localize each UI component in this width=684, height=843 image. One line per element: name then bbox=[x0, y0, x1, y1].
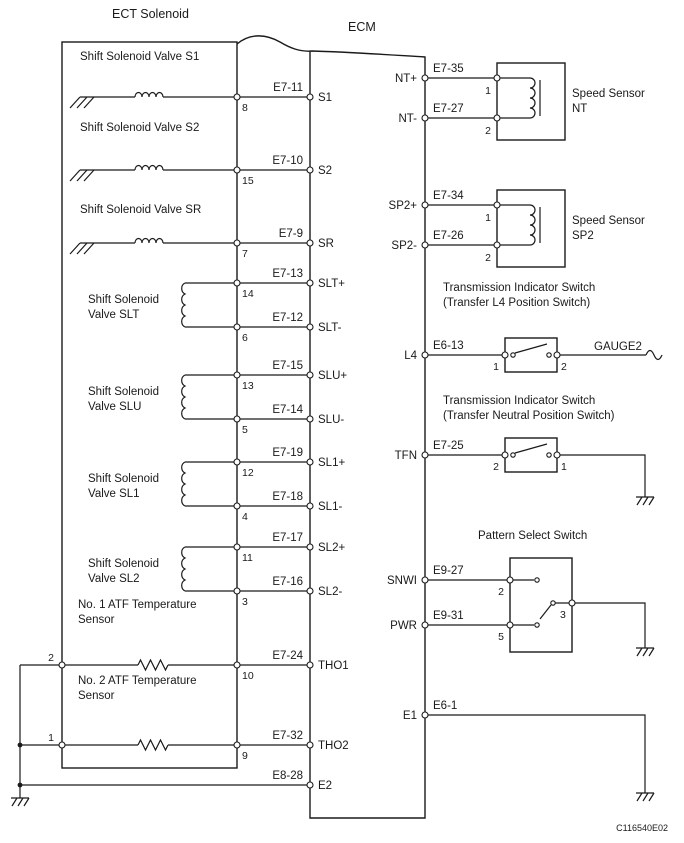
connector-pin bbox=[234, 416, 240, 422]
connector-pin bbox=[554, 452, 560, 458]
connector-pin bbox=[234, 372, 240, 378]
pin-number: 1 bbox=[493, 361, 499, 373]
ecm-terminal-pin bbox=[307, 167, 313, 173]
ecm-terminal-pin bbox=[307, 416, 313, 422]
wire-code: E7-18 bbox=[272, 491, 303, 503]
ecm-terminal-label: SR bbox=[318, 238, 334, 250]
pickup-coil-icon bbox=[530, 205, 540, 245]
ecm-terminal-pin bbox=[307, 240, 313, 246]
pin-number: 2 bbox=[561, 361, 567, 373]
ecm-terminal-pin bbox=[307, 662, 313, 668]
s2-circuit bbox=[70, 122, 332, 187]
connector-pin bbox=[234, 503, 240, 509]
ecm-terminal-label: SLU- bbox=[318, 414, 345, 426]
ecm-terminal-pin bbox=[422, 115, 428, 121]
pin-number: 7 bbox=[242, 248, 248, 260]
wire-code: E7-25 bbox=[433, 440, 464, 452]
component-label: Sensor bbox=[78, 690, 115, 702]
coil-icon bbox=[182, 547, 185, 591]
ecm-terminal-label: NT- bbox=[398, 113, 417, 125]
pin-number: 2 bbox=[498, 586, 504, 598]
wire-code: E8-28 bbox=[272, 770, 303, 782]
speed-sensor-sp2-box bbox=[497, 190, 565, 267]
switch-contact bbox=[547, 353, 551, 357]
component-label: Shift Solenoid bbox=[88, 473, 159, 485]
pin-number: 1 bbox=[48, 732, 54, 744]
ecm-terminal-label: SLU+ bbox=[318, 370, 348, 382]
wire-code: E7-35 bbox=[433, 63, 464, 75]
connector-pin bbox=[234, 459, 240, 465]
pin-number: 2 bbox=[48, 652, 54, 664]
connector-pin bbox=[507, 577, 513, 583]
coil-icon bbox=[135, 166, 163, 171]
sr-circuit bbox=[70, 204, 334, 260]
ecm-terminal-label: SL2- bbox=[318, 586, 343, 598]
connector-pin bbox=[59, 662, 65, 668]
pin-number: 5 bbox=[498, 631, 504, 643]
ground-icon bbox=[70, 97, 94, 108]
connector-pin bbox=[494, 242, 500, 248]
connector-pin bbox=[234, 662, 240, 668]
wire-code: E9-31 bbox=[433, 610, 464, 622]
resistor-icon bbox=[138, 660, 168, 670]
ecm-terminal-label: THO2 bbox=[318, 740, 349, 752]
component-label: NT bbox=[572, 103, 588, 115]
ecm-title: ECM bbox=[348, 20, 376, 34]
slt-circuit bbox=[88, 268, 345, 344]
connector-pin bbox=[502, 452, 508, 458]
component-label: (Transfer L4 Position Switch) bbox=[443, 297, 591, 309]
switch-contact bbox=[511, 353, 515, 357]
wire-code: E7-26 bbox=[433, 230, 464, 242]
sl1-circuit bbox=[88, 447, 345, 523]
resistor-icon bbox=[138, 740, 168, 750]
wire-code: E7-32 bbox=[272, 730, 303, 742]
ecm-terminal-label: S2 bbox=[318, 165, 333, 177]
ecm-terminal-label: THO1 bbox=[318, 660, 349, 672]
ecm-terminal-label: TFN bbox=[394, 450, 417, 462]
ecm-terminal-pin bbox=[422, 622, 428, 628]
connector-pin bbox=[234, 167, 240, 173]
ecm-terminal-label: S1 bbox=[318, 92, 333, 104]
pin-number: 14 bbox=[242, 288, 254, 300]
component-label: Transmission Indicator Switch bbox=[443, 282, 596, 294]
pin-number: 3 bbox=[560, 609, 566, 621]
coil-icon bbox=[135, 239, 163, 244]
ecm-terminal-pin bbox=[307, 372, 313, 378]
coil-icon bbox=[135, 93, 163, 98]
speed-sensor-nt bbox=[395, 63, 645, 140]
wire-code: E7-12 bbox=[272, 312, 303, 324]
pattern-switch-box bbox=[510, 558, 572, 652]
ecm-terminal-label: SP2+ bbox=[388, 200, 417, 212]
pin-number: 15 bbox=[242, 175, 254, 187]
wire-code: E6-13 bbox=[433, 340, 464, 352]
connector-pin bbox=[502, 352, 508, 358]
connector-pin bbox=[494, 75, 500, 81]
ground-icon bbox=[70, 170, 94, 181]
wire-code: E6-1 bbox=[433, 700, 458, 712]
wire-code: E7-16 bbox=[272, 576, 303, 588]
switch-blade bbox=[540, 605, 551, 619]
ecm-terminal-label: SL1- bbox=[318, 501, 343, 513]
component-label: Shift Solenoid Valve S2 bbox=[80, 122, 200, 134]
ecm-terminal-pin bbox=[422, 242, 428, 248]
component-label: Speed Sensor bbox=[572, 215, 645, 227]
ect-solenoid-title: ECT Solenoid bbox=[112, 7, 189, 21]
pin-number: 11 bbox=[242, 552, 253, 564]
connector-pin bbox=[234, 588, 240, 594]
ecm-box bbox=[237, 36, 425, 818]
ecm-terminal-pin bbox=[307, 588, 313, 594]
pickup-coil-icon bbox=[530, 78, 540, 118]
switch-contact bbox=[511, 453, 515, 457]
component-label: (Transfer Neutral Position Switch) bbox=[443, 410, 615, 422]
ground-icon bbox=[636, 497, 654, 505]
pin-number: 9 bbox=[242, 750, 248, 762]
connector-pin bbox=[59, 742, 65, 748]
ecm-terminal-label: NT+ bbox=[394, 73, 417, 85]
component-label: Valve SL1 bbox=[88, 488, 140, 500]
component-label: Valve SL2 bbox=[88, 573, 140, 585]
component-label: Sensor bbox=[78, 614, 115, 626]
connector-pin bbox=[554, 352, 560, 358]
wire-code: E7-24 bbox=[272, 650, 303, 662]
component-label: Pattern Select Switch bbox=[478, 530, 588, 542]
pin-number: 4 bbox=[242, 511, 248, 523]
switch-common-contact bbox=[551, 601, 555, 605]
pin-number: 1 bbox=[485, 85, 491, 97]
wire-code: E7-11 bbox=[273, 82, 303, 94]
wire bbox=[557, 455, 645, 497]
component-label: Transmission Indicator Switch bbox=[443, 395, 596, 407]
switch-contact bbox=[535, 578, 539, 582]
pin-number: 13 bbox=[242, 380, 254, 392]
ecm-terminal-label: SL2+ bbox=[318, 542, 346, 554]
connector-pin bbox=[234, 742, 240, 748]
ecm-terminal-label: E2 bbox=[318, 780, 333, 792]
switch-contact bbox=[535, 623, 539, 627]
wire-code: E7-10 bbox=[272, 155, 303, 167]
component-label: Shift Solenoid bbox=[88, 558, 159, 570]
ecm-terminal-pin bbox=[307, 280, 313, 286]
destination-label: GAUGE2 bbox=[594, 341, 642, 353]
circuit-continuation-icon bbox=[646, 351, 662, 360]
pin-number: 3 bbox=[242, 596, 248, 608]
pin-number: 2 bbox=[485, 125, 491, 137]
switch-blade bbox=[515, 444, 547, 453]
component-label: SP2 bbox=[572, 230, 594, 242]
pin-number: 6 bbox=[242, 332, 248, 344]
junction-dot bbox=[18, 743, 23, 748]
ground-icon bbox=[70, 243, 94, 254]
ecm-terminal-pin bbox=[422, 75, 428, 81]
ecm-terminal-label: PWR bbox=[390, 620, 417, 632]
l4-position-switch bbox=[404, 282, 662, 373]
ecm-terminal-label: SP2- bbox=[391, 240, 417, 252]
ecm-terminal-pin bbox=[422, 712, 428, 718]
atf2-circuit bbox=[20, 675, 349, 762]
pin-number: 12 bbox=[242, 467, 254, 479]
wire-code: E7-9 bbox=[278, 228, 303, 240]
ecm-terminal-pin bbox=[422, 452, 428, 458]
wire bbox=[555, 603, 645, 648]
ground-icon bbox=[636, 793, 654, 801]
ground-icon bbox=[636, 648, 654, 656]
speed-sensor-sp2 bbox=[389, 190, 646, 267]
connector-pin bbox=[234, 324, 240, 330]
pin-number: 2 bbox=[485, 252, 491, 264]
connector-pin bbox=[507, 622, 513, 628]
coil-icon bbox=[182, 375, 185, 419]
pattern-select-switch bbox=[387, 530, 654, 656]
ecm-terminal-label: SNWI bbox=[386, 575, 417, 587]
connector-pin bbox=[234, 94, 240, 100]
connector-pin bbox=[234, 280, 240, 286]
ecm-terminal-pin bbox=[307, 782, 313, 788]
component-label: Shift Solenoid bbox=[88, 386, 159, 398]
atf1-circuit bbox=[20, 599, 349, 682]
coil-icon bbox=[182, 283, 185, 327]
pin-number: 1 bbox=[485, 212, 491, 224]
wire-code: E7-19 bbox=[272, 447, 303, 459]
slu-circuit bbox=[88, 360, 347, 436]
component-label: Shift Solenoid Valve S1 bbox=[80, 51, 200, 63]
connector-pin bbox=[234, 240, 240, 246]
pin-number: 8 bbox=[242, 102, 248, 114]
ecm-terminal-pin bbox=[422, 577, 428, 583]
connector-pin bbox=[569, 600, 575, 606]
wire-code: E7-13 bbox=[272, 268, 303, 280]
component-label: Valve SLT bbox=[88, 309, 140, 321]
junction-dot bbox=[18, 783, 23, 788]
wire-code: E9-27 bbox=[433, 565, 464, 577]
ecm-terminal-pin bbox=[422, 352, 428, 358]
wire-code: E7-34 bbox=[433, 190, 464, 202]
switch-blade bbox=[515, 344, 547, 353]
s1-circuit bbox=[70, 51, 332, 114]
connector-pin bbox=[494, 115, 500, 121]
component-label: No. 2 ATF Temperature bbox=[78, 675, 197, 687]
sl2-circuit bbox=[88, 532, 345, 608]
ecm-terminal-label: L4 bbox=[404, 350, 417, 362]
component-label: Valve SLU bbox=[88, 401, 142, 413]
ecm-terminal-pin bbox=[307, 324, 313, 330]
component-label: Shift Solenoid bbox=[88, 294, 159, 306]
ecm-terminal-label: SL1+ bbox=[318, 457, 346, 469]
doc-code: C116540E02 bbox=[616, 823, 668, 833]
component-label: Speed Sensor bbox=[572, 88, 645, 100]
wire-code: E7-15 bbox=[272, 360, 303, 372]
component-label: Shift Solenoid Valve SR bbox=[80, 204, 202, 216]
ecm-terminal-label: E1 bbox=[402, 710, 417, 722]
connector-pin bbox=[494, 202, 500, 208]
ecm-terminal-pin bbox=[307, 94, 313, 100]
wire-code: E7-17 bbox=[272, 532, 303, 544]
e1-ground-circuit bbox=[403, 700, 654, 801]
wire-code: E7-27 bbox=[433, 103, 464, 115]
speed-sensor-nt-box bbox=[497, 63, 565, 140]
ecm-terminal-label: SLT- bbox=[318, 322, 342, 334]
ecm-terminal-pin bbox=[307, 544, 313, 550]
neutral-position-switch bbox=[395, 395, 654, 505]
wire-code: E7-14 bbox=[272, 404, 303, 416]
ecm-terminal-pin bbox=[422, 202, 428, 208]
ecm-terminal-label: SLT+ bbox=[318, 278, 345, 290]
ground-icon bbox=[11, 798, 29, 806]
switch-contact bbox=[547, 453, 551, 457]
connector-pin bbox=[234, 544, 240, 550]
ecm-terminal-pin bbox=[307, 503, 313, 509]
pin-number: 1 bbox=[561, 461, 567, 473]
ecm-terminal-pin bbox=[307, 459, 313, 465]
pin-number: 2 bbox=[493, 461, 499, 473]
coil-icon bbox=[182, 462, 185, 506]
component-label: No. 1 ATF Temperature bbox=[78, 599, 197, 611]
pin-number: 5 bbox=[242, 424, 248, 436]
ecm-terminal-pin bbox=[307, 742, 313, 748]
pin-number: 10 bbox=[242, 670, 254, 682]
wire bbox=[425, 715, 645, 793]
